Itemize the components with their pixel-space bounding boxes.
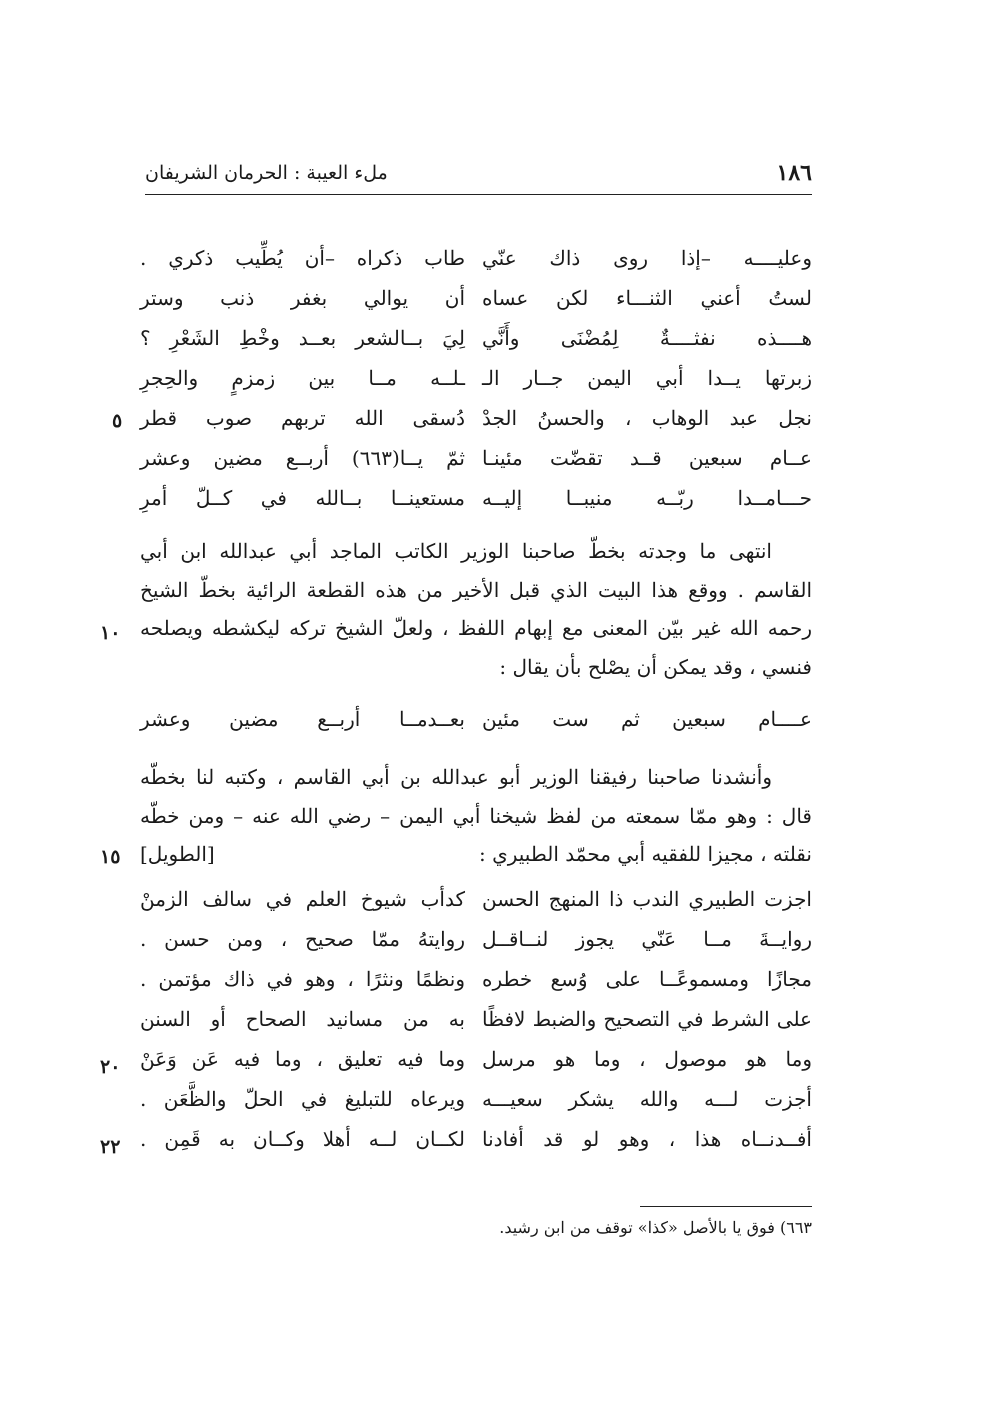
line-number: ١٠ [100,622,121,644]
first-hemistich: حـــامــدا ربّــه منيبــا إليــه [482,486,812,510]
first-hemistich: عــــام سبعين ثم ست مئين [482,707,812,731]
verse [140,887,812,927]
prose-line: وأنشدنا صاحبنا رفيقنا الوزير أبو عبدالله بن أبي القاسم ، وكتبه لنا بخطّه [140,765,772,789]
verse [140,366,812,406]
verse [140,1047,812,1087]
first-hemistich: وما هو موصول ، وما هو مرسل [482,1047,812,1071]
first-hemistich: لستُ أعني الثنـــاء لكن عساه [482,286,812,310]
first-hemistich: روايــةَ مــا عَنّي يجوز لنــاقــل [482,927,812,951]
second-hemistich: بعــدمــا أربــع مضين وعشر [140,707,465,731]
second-hemistich: ـلــه مــا بين زمزمٍ والحِجرِ [140,366,465,390]
footnote-rule [640,1206,812,1207]
verse [140,286,812,326]
prose-line [140,835,812,874]
prose-line: القاسم . ووقع هذا البيت الذي قبل الأخير من هذه القطعة الرائية بخطّ الشيخ [140,577,812,602]
first-hemistich: عــام سبعين قــد تقضّت مئينـا [482,446,812,470]
running-title: ملء العيبة : الحرمان الشريفان [145,162,388,184]
line-number: ٥ [112,410,123,432]
meter-label: [الطويل] [140,842,215,866]
second-hemistich: لكــان لــه أهلا وكــان به قَمِن . [140,1127,465,1151]
prose-text: نقلته ، مجيزا للفقيه أبي محمّد الطبيري : [478,842,812,866]
second-hemistich: مستعينــا بــالله في كــلّ أمرِ [140,486,465,510]
second-hemistich: وما فيه تعليق ، وما فيه عَن وَعَنْ [140,1047,465,1071]
second-hemistich: لِيَ بــالشعر بعــد وخْطِ الشَعْرِ ؟ [140,326,465,350]
footnote: ٦٦٣) فوق يا بالأصل «كذا» توقف من ابن رشيد. [499,1218,812,1237]
verse [140,1007,812,1047]
second-hemistich: به من مسانيد الصحاح أو السنن [140,1007,465,1031]
second-hemistich: كدأب شيوخ العلم في سالف الزمنْ [140,887,465,911]
corrected-verse [140,707,812,747]
verse [140,927,812,967]
second-hemistich: روايتهُ ممّا صحيح ، ومن حسن . [140,927,465,951]
verse [140,246,812,286]
prose-paragraph-2 [140,758,812,874]
verse [140,967,812,1007]
second-hemistich: أن يوالي بغفر ذنب وستر [140,286,465,310]
poem-2 [140,887,812,1167]
prose-line: قال : وهو ممّا سمعته من لفظ شيخنا أبي اليمن – رضي الله عنه – ومن خطّه [140,803,812,828]
first-hemistich: نجل عبد الوهاب ، والحسنُ الجدْ [482,406,812,430]
page-number: ١٨٦ [776,160,812,186]
header-rule [145,194,812,195]
first-hemistich: هــــذه نفثــــةٌ لِمُضْنَى وأَنَّي [482,326,812,350]
first-hemistich: مجازًا ومسموعًــا على وُسع خطره [482,967,812,991]
first-hemistich: على الشرط في التصحيح والضبط لافظًا [482,1007,812,1031]
verse [140,446,812,486]
prose-line: رحمه الله غير بيّن المعنى مع إبهام اللفظ ، ولعلّ الشيخ تركه ليكشطه ويصلحه [140,616,812,640]
verse [140,326,812,366]
second-hemistich: ونظمًا ونثرًا ، وهو في ذاك مؤتمن . [140,967,465,991]
poem-1 [140,246,812,526]
line-number: ٢٢ [100,1136,121,1158]
first-hemistich: وعليــــه –إذا روى ذاك عنّي [482,246,812,270]
running-header [145,160,812,192]
first-hemistich: أفــدنــاه هذا ، وهو لو قد أفادنا [482,1127,812,1151]
line-number: ١٥ [100,846,121,868]
first-hemistich: اجزت الطبيري الندب ذا المنهج الحسن [482,887,812,911]
second-hemistich: ويرعاه للتبليغ في الحلّ والظَّعَن . [140,1087,465,1111]
verse [140,486,812,526]
first-hemistich: زبرتها يــدا أبي اليمن جــار الـ [482,366,812,390]
line-number: ٢٠ [100,1056,121,1078]
prose-paragraph-1 [140,532,812,686]
prose-line: فنسي ، وقد يمكن أن يصْلح بأن يقال : [499,654,812,679]
second-hemistich: ثمّ يــا(٦٦٣) أربــع مضين وعشر [140,446,465,470]
verse [140,1127,812,1167]
verse [140,1087,812,1127]
prose-line: انتهى ما وجدته بخطّ صاحبنا الوزير الكاتب الماجد أبي عبدالله ابن أبي [140,539,772,563]
verse [140,406,812,446]
second-hemistich: طاب ذكراه –أن يُطِّيب ذكري . [140,246,465,270]
second-hemistich: دُسقى الله تربهم صوب قطر [140,406,465,430]
first-hemistich: أجزت لـــه والله يشكر سعيـــه [482,1087,812,1111]
